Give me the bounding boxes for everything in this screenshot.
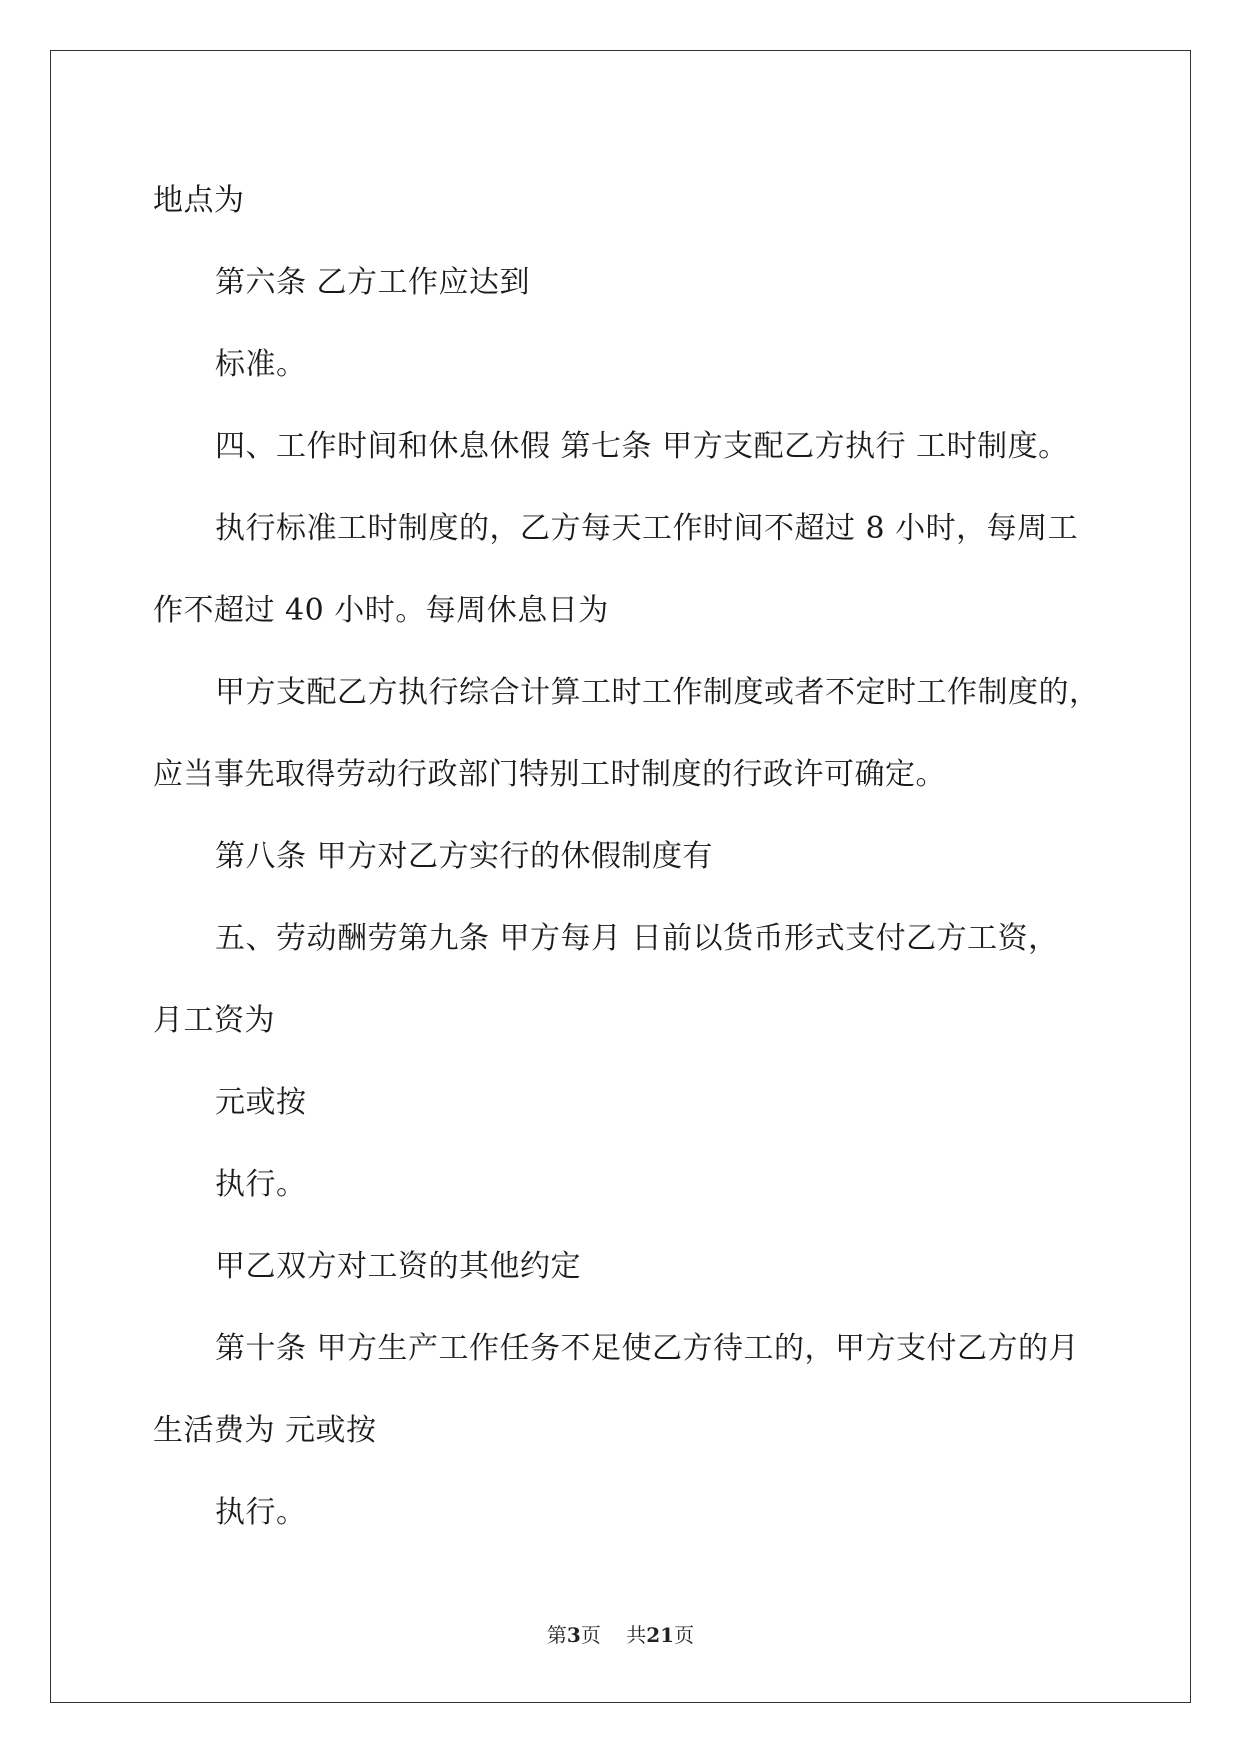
text-line: 标准。	[215, 347, 307, 382]
text-line: 四、工作时间和休息休假 第七条 甲方支配乙方执行 工时制度。	[215, 429, 1069, 464]
text-line: 第八条 甲方对乙方实行的休假制度有	[215, 839, 714, 874]
text-line: 执行标准工时制度的，乙方每天工作时间不超过 8 小时，每周工	[215, 511, 1079, 546]
text-line: 五、劳动酬劳第九条 甲方每月 日前以货币形式支付乙方工资，	[215, 921, 1059, 956]
total-pages-number: 21	[646, 1623, 675, 1647]
footer-suffix: 页	[674, 1623, 695, 1647]
document-body	[153, 160, 1103, 1554]
text-line: 月工资为	[153, 1003, 275, 1038]
text-line: 元或按	[215, 1085, 307, 1120]
text-line: 执行。	[215, 1495, 307, 1530]
footer-prefix: 第	[546, 1623, 567, 1647]
current-page-number: 3	[566, 1623, 581, 1647]
text-line: 第六条 乙方工作应达到	[215, 265, 531, 300]
footer-middle: 页 共	[580, 1623, 647, 1647]
text-line: 作不超过 40 小时。每周休息日为	[153, 593, 609, 628]
text-line: 生活费为 元或按	[153, 1413, 377, 1448]
text-line: 第十条 甲方生产工作任务不足使乙方待工的，甲方支付乙方的月	[215, 1331, 1080, 1366]
text-line: 应当事先取得劳动行政部门特别工时制度的行政许可确定。	[153, 757, 946, 792]
text-line: 甲方支配乙方执行综合计算工时工作制度或者不定时工作制度的，	[215, 675, 1100, 710]
text-line: 地点为	[153, 183, 245, 218]
text-line: 甲乙双方对工资的其他约定	[215, 1249, 581, 1284]
text-line: 执行。	[215, 1167, 307, 1202]
page-footer	[0, 1620, 1241, 1650]
